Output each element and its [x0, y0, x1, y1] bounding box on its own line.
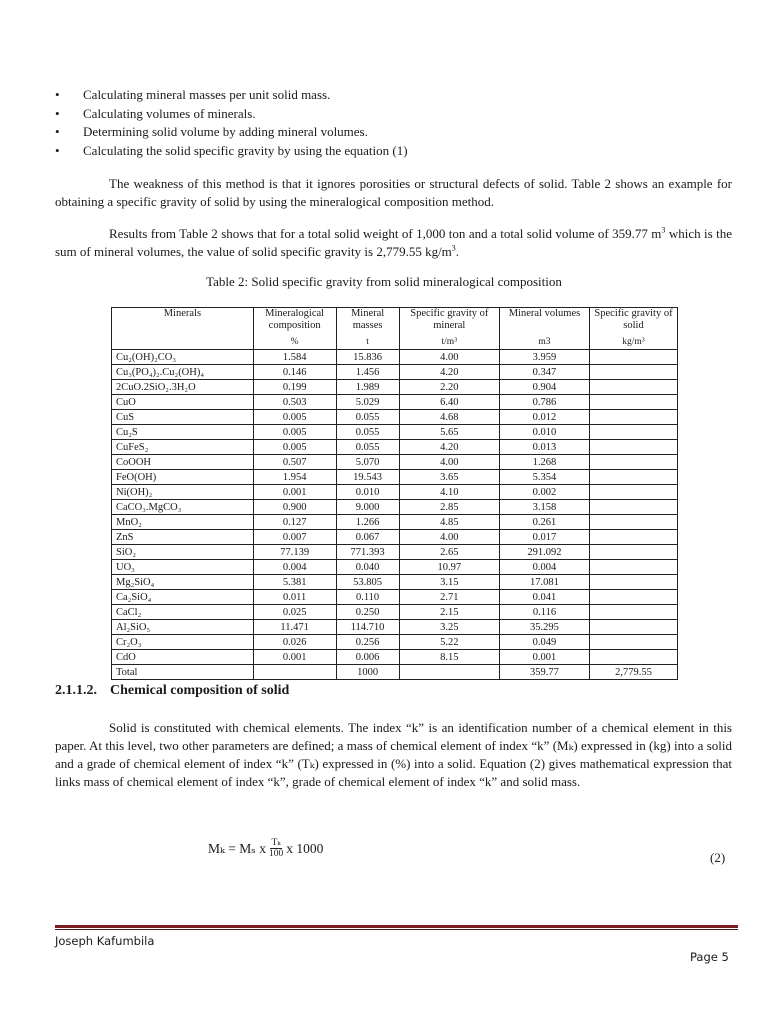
- table-cell: [590, 605, 678, 620]
- footer-rule-thin: [55, 929, 738, 930]
- table-cell: 0.199: [253, 380, 336, 395]
- table-total-row: [112, 665, 678, 680]
- table-cell: 0.055: [336, 425, 399, 440]
- mineral-name-cell: CdO: [112, 650, 254, 665]
- mineral-name-cell: Cu₂S: [112, 425, 254, 440]
- table-row: [112, 365, 678, 380]
- table-cell: [590, 530, 678, 545]
- paragraph-weakness: [55, 175, 732, 211]
- table-cell: 5.381: [253, 575, 336, 590]
- table-cell: 4.00: [399, 455, 499, 470]
- paragraph-text: which is the sum of mineral volumes, the value of solid specific gravity is 2,779.55 kg/m: [55, 226, 732, 259]
- column-header: Mineralogical composition: [253, 308, 336, 337]
- table-cell: 4.00: [399, 350, 499, 365]
- mineral-name-cell: CuO: [112, 395, 254, 410]
- table-cell: [590, 365, 678, 380]
- table-cell: [590, 545, 678, 560]
- table-cell: 0.503: [253, 395, 336, 410]
- table-cell: 0.250: [336, 605, 399, 620]
- table-cell: 0.011: [253, 590, 336, 605]
- table-cell: 6.40: [399, 395, 499, 410]
- table-cell: 5.070: [336, 455, 399, 470]
- table-cell: 1.456: [336, 365, 399, 380]
- footer-rule: [55, 925, 738, 928]
- paragraph-results: [55, 225, 732, 261]
- table-cell: [590, 410, 678, 425]
- table-cell: 3.25: [399, 620, 499, 635]
- table-cell: 9.000: [336, 500, 399, 515]
- table-cell: 4.00: [399, 530, 499, 545]
- method-steps-list: [55, 86, 735, 160]
- mineral-name-cell: UO₃: [112, 560, 254, 575]
- table-row: [112, 560, 678, 575]
- superscript: 3: [661, 225, 666, 235]
- total-cell: [399, 665, 499, 680]
- table-row: [112, 455, 678, 470]
- table-cell: 0.001: [253, 650, 336, 665]
- table-cell: 0.017: [499, 530, 589, 545]
- total-label: Total: [112, 665, 254, 680]
- table-cell: 291.092: [499, 545, 589, 560]
- table-row: [112, 590, 678, 605]
- table-row: [112, 395, 678, 410]
- table-row: [112, 470, 678, 485]
- mineral-name-cell: Ni(OH)₂: [112, 485, 254, 500]
- table-cell: 3.65: [399, 470, 499, 485]
- total-cell: [253, 665, 336, 680]
- table-cell: 0.010: [499, 425, 589, 440]
- table-cell: [590, 485, 678, 500]
- equation-rhs: x 1000: [286, 840, 324, 856]
- table-cell: 0.055: [336, 440, 399, 455]
- unit-label: t: [336, 336, 399, 350]
- table-cell: 17.081: [499, 575, 589, 590]
- table-cell: 15.836: [336, 350, 399, 365]
- table-cell: 0.116: [499, 605, 589, 620]
- mineral-composition-table: [111, 307, 678, 680]
- mineral-name-cell: FeO(OH): [112, 470, 254, 485]
- unit-label: m3: [499, 336, 589, 350]
- table-cell: [590, 635, 678, 650]
- table-row: [112, 635, 678, 650]
- superscript: 3: [451, 243, 456, 253]
- table-cell: 2.15: [399, 605, 499, 620]
- table-cell: 4.20: [399, 365, 499, 380]
- total-cell: 1000: [336, 665, 399, 680]
- table-cell: 0.786: [499, 395, 589, 410]
- table-cell: 53.805: [336, 575, 399, 590]
- section-heading: [55, 683, 289, 699]
- table-cell: [590, 620, 678, 635]
- table-cell: [590, 440, 678, 455]
- table-cell: 0.049: [499, 635, 589, 650]
- table-row: [112, 410, 678, 425]
- table-cell: 0.012: [499, 410, 589, 425]
- table-cell: [590, 575, 678, 590]
- table-cell: [590, 650, 678, 665]
- table-row: [112, 425, 678, 440]
- unit-label: kg/m³: [590, 336, 678, 350]
- column-header: Mineral masses: [336, 308, 399, 337]
- table-cell: 10.97: [399, 560, 499, 575]
- equation-fraction: [269, 838, 283, 859]
- list-item: • Calculating volumes of minerals.: [55, 105, 735, 124]
- table-cell: 0.025: [253, 605, 336, 620]
- mineral-name-cell: Cu₂(OH)₂CO₃: [112, 350, 254, 365]
- paragraph-text: .: [455, 244, 460, 259]
- equation-lhs: Mₖ = Mₛ x: [208, 840, 266, 856]
- table-body: [112, 350, 678, 680]
- table-cell: 0.026: [253, 635, 336, 650]
- table-cell: 0.110: [336, 590, 399, 605]
- section-number: 2.1.1.2.: [55, 683, 97, 698]
- table-cell: 1.989: [336, 380, 399, 395]
- table-cell: 0.256: [336, 635, 399, 650]
- column-header: Specific gravity of mineral: [399, 308, 499, 337]
- table-cell: 0.010: [336, 485, 399, 500]
- table-cell: 1.266: [336, 515, 399, 530]
- table-cell: [590, 350, 678, 365]
- table-cell: [590, 380, 678, 395]
- table-cell: 4.20: [399, 440, 499, 455]
- table-cell: [590, 395, 678, 410]
- table-cell: 0.005: [253, 440, 336, 455]
- table-cell: 0.005: [253, 425, 336, 440]
- mineral-name-cell: 2CuO.2SiO₂.3H₂O: [112, 380, 254, 395]
- table-row: [112, 485, 678, 500]
- unit-label: [112, 336, 254, 350]
- mineral-name-cell: Cu₃(PO₄)₂.Cu₂(OH)₄: [112, 365, 254, 380]
- table-cell: [590, 590, 678, 605]
- table-cell: 3.15: [399, 575, 499, 590]
- table-cell: 0.904: [499, 380, 589, 395]
- table-cell: 0.005: [253, 410, 336, 425]
- mineral-name-cell: CuFeS₂: [112, 440, 254, 455]
- mineral-name-cell: CaCl₂: [112, 605, 254, 620]
- table-cell: 771.393: [336, 545, 399, 560]
- table-cell: 1.268: [499, 455, 589, 470]
- table-cell: 0.004: [253, 560, 336, 575]
- mineral-name-cell: Al₂SiO₅: [112, 620, 254, 635]
- table-row: [112, 620, 678, 635]
- table-cell: 0.041: [499, 590, 589, 605]
- column-header: Specific gravity of solid: [590, 308, 678, 337]
- table-caption: Table 2: Solid specific gravity from solid mineralogical composition: [206, 274, 562, 289]
- table-cell: 19.543: [336, 470, 399, 485]
- table-cell: 5.65: [399, 425, 499, 440]
- table-cell: 0.007: [253, 530, 336, 545]
- total-cell: 2,779.55: [590, 665, 678, 680]
- table-cell: 0.006: [336, 650, 399, 665]
- table-cell: 3.959: [499, 350, 589, 365]
- table-cell: 0.261: [499, 515, 589, 530]
- mineral-name-cell: CaCO₃.MgCO₃: [112, 500, 254, 515]
- table-cell: 0.001: [253, 485, 336, 500]
- mineral-name-cell: MnO₂: [112, 515, 254, 530]
- column-header: Mineral volumes: [499, 308, 589, 337]
- table-cell: 1.584: [253, 350, 336, 365]
- table-cell: 2.71: [399, 590, 499, 605]
- footer-author: Joseph Kafumbila: [55, 934, 155, 948]
- table-row: [112, 440, 678, 455]
- table-units-row: [112, 336, 678, 350]
- table-cell: 5.354: [499, 470, 589, 485]
- table-cell: 3.158: [499, 500, 589, 515]
- table-cell: 0.347: [499, 365, 589, 380]
- paragraph-chemical: [55, 719, 732, 791]
- table-cell: 0.900: [253, 500, 336, 515]
- equation-number: (2): [710, 850, 726, 865]
- table-cell: [590, 500, 678, 515]
- section-title: Chemical composition of solid: [110, 683, 290, 698]
- table-cell: [590, 560, 678, 575]
- table-cell: 0.040: [336, 560, 399, 575]
- table-row: [112, 380, 678, 395]
- table-cell: [590, 470, 678, 485]
- table-cell: 11.471: [253, 620, 336, 635]
- table-row: [112, 530, 678, 545]
- unit-label: t/m³: [399, 336, 499, 350]
- table-row: [112, 545, 678, 560]
- list-item: • Determining solid volume by adding mineral volumes.: [55, 123, 735, 142]
- table-cell: [590, 455, 678, 470]
- table-cell: 0.001: [499, 650, 589, 665]
- paragraph-text: The weakness of this method is that it ignores porosities or structural defects of solid. Table 2 shows an example for obtaining a specific gravity of solid by using the mineralogical composition method.: [55, 176, 732, 209]
- table-cell: 0.013: [499, 440, 589, 455]
- mineral-name-cell: CuS: [112, 410, 254, 425]
- table-cell: 2.85: [399, 500, 499, 515]
- page-number: Page 5: [690, 950, 729, 964]
- table-cell: 4.10: [399, 485, 499, 500]
- list-item: • Calculating the solid specific gravity by using the equation (1): [55, 142, 735, 161]
- table-cell: 114.710: [336, 620, 399, 635]
- list-item: • Calculating mineral masses per unit solid mass.: [55, 86, 735, 105]
- equation-2: [208, 838, 323, 859]
- table-row: [112, 650, 678, 665]
- table-cell: 77.139: [253, 545, 336, 560]
- equation-numerator: Tₖ: [271, 838, 281, 848]
- paragraph-text: Solid is constituted with chemical elements. The index “k” is an identification number of a chemical element in this paper. At this level, two other parameters are defined; a mass of chemical element of index “k” (Mₖ) expressed in (kg) into a solid and a grade of chemical element of index “k” (Tₖ) expressed in (%) into a solid. Equation (2) gives mathematical expression that links mass of chemical element of index “k”, grade of chemical element of index “k” and solid mass.: [55, 720, 732, 789]
- table-cell: 5.22: [399, 635, 499, 650]
- mineral-name-cell: CoOOH: [112, 455, 254, 470]
- table-cell: 0.127: [253, 515, 336, 530]
- mineral-name-cell: SiO₂: [112, 545, 254, 560]
- table-cell: 1.954: [253, 470, 336, 485]
- table-cell: 0.507: [253, 455, 336, 470]
- mineral-name-cell: Cr₂O₃: [112, 635, 254, 650]
- table-cell: 0.146: [253, 365, 336, 380]
- table-cell: [590, 515, 678, 530]
- table-cell: 8.15: [399, 650, 499, 665]
- table-cell: 0.004: [499, 560, 589, 575]
- mineral-name-cell: ZnS: [112, 530, 254, 545]
- table-cell: 2.20: [399, 380, 499, 395]
- table-cell: 0.067: [336, 530, 399, 545]
- table-cell: 0.055: [336, 410, 399, 425]
- table-cell: 35.295: [499, 620, 589, 635]
- table-row: [112, 605, 678, 620]
- table-row: [112, 500, 678, 515]
- table-row: [112, 575, 678, 590]
- table-cell: 2.65: [399, 545, 499, 560]
- table-cell: 5.029: [336, 395, 399, 410]
- table-row: [112, 350, 678, 365]
- total-cell: 359.77: [499, 665, 589, 680]
- table-cell: 0.002: [499, 485, 589, 500]
- mineral-name-cell: Mg₂SiO₄: [112, 575, 254, 590]
- table-header-row: [112, 308, 678, 337]
- mineral-name-cell: Ca₂SiO₄: [112, 590, 254, 605]
- table-cell: [590, 425, 678, 440]
- column-header: Minerals: [112, 308, 254, 337]
- table-row: [112, 515, 678, 530]
- paragraph-text: Results from Table 2 shows that for a total solid weight of 1,000 ton and a total solid volume of 359.77 m: [109, 226, 662, 241]
- equation-denominator: 100: [268, 849, 284, 859]
- table-cell: 4.68: [399, 410, 499, 425]
- table-cell: 4.85: [399, 515, 499, 530]
- unit-label: %: [253, 336, 336, 350]
